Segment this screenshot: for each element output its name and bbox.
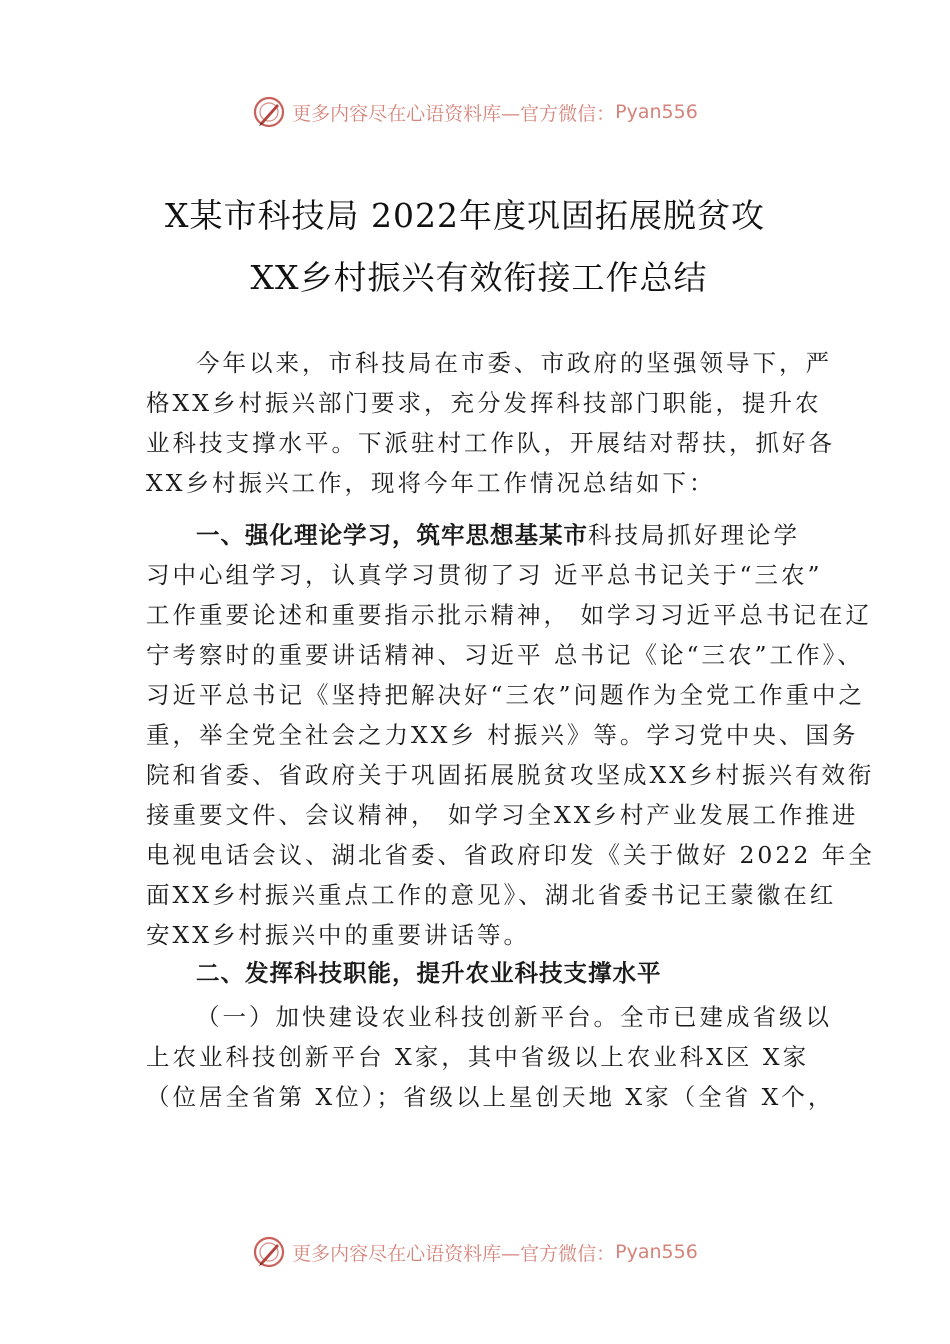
section-1-line: 面XX乡村振兴重点工作的意见》、湖北省委书记王蒙徽在红 [146, 881, 837, 909]
watermark-banner-bottom [0, 1232, 950, 1272]
watermark-wechat-id: Pyan556 [615, 1241, 698, 1263]
section-1-line: 重，举全党全社会之力XX乡 村振兴》等。学习党中央、国务 [146, 721, 859, 749]
section-1-line: 宁考察时的重要讲话精神、习近平 总书记《论“三农”工作》、 [146, 641, 864, 669]
intro-line-3: 业科技支撑水平。下派驻村工作队，开展结对帮扶，抓好各 [146, 429, 835, 457]
section-1-line: 习近平总书记《坚持把解决好“三农”问题作为全党工作重中之 [146, 681, 866, 709]
document-title-line-1: X某市科技局 2022年度巩固拓展脱贫攻 [165, 196, 765, 235]
section-1-first-line-text: 科技局抓好理论学 [588, 521, 800, 549]
watermark-banner-top [0, 92, 950, 132]
intro-line-1: 今年以来，市科技局在市委、市政府的坚强领导下，严 [196, 349, 832, 377]
section-2-line: 上农业科技创新平台 X家，其中省级以上农业科X区 X家 [146, 1043, 810, 1071]
document-title-line-2: XX乡村振兴有效衔接工作总结 [250, 258, 708, 297]
watermark-text: 更多内容尽在心语资料库—官方微信： [292, 1242, 616, 1265]
section-2-sub-1-text: 全市已建成省级以 [620, 1003, 832, 1031]
intro-line-2: 格XX乡村振兴部门要求，充分发挥科技部门职能，提升农 [146, 389, 822, 417]
section-2-line: （位居全省第 X位）；省级以上星创天地 X家（全省 X个， [146, 1083, 835, 1111]
watermark-wechat-id: Pyan556 [615, 101, 698, 123]
section-2-sub-1-line [196, 1002, 846, 1032]
section-2-sub-1-label: （一）加快建设农业科技创新平台。 [196, 1003, 620, 1031]
intro-line-4: XX乡村振兴工作，现将今年工作情况总结如下： [146, 469, 716, 497]
pen-logo-icon [252, 95, 286, 129]
pen-logo-icon [252, 1235, 286, 1269]
watermark-text: 更多内容尽在心语资料库—官方微信： [292, 102, 616, 125]
section-1-line: 安XX乡村振兴中的重要讲话等。 [146, 921, 530, 949]
section-1-line: 电视电话会议、湖北省委、省政府印发《关于做好 2022 年全 [146, 841, 875, 869]
section-1-line: 接重要文件、会议精神， 如学习全XX乡村产业发展工作推进 [146, 801, 859, 829]
section-1-line: 习中心组学习，认真学习贯彻了习 近平总书记关于“三农” [146, 561, 823, 589]
section-1-first-line [196, 520, 846, 550]
section-1-line: 工作重要论述和重要指示批示精神， 如学习习近平总书记在辽 [146, 601, 872, 629]
section-1-heading: 一、强化理论学习，筑牢思想基某市 [196, 521, 588, 549]
section-1-line: 院和省委、省政府关于巩固拓展脱贫攻坚成XX乡村振兴有效衔 [146, 761, 875, 789]
section-2-heading: 二、发挥科技职能，提升农业科技支撑水平 [196, 959, 662, 987]
